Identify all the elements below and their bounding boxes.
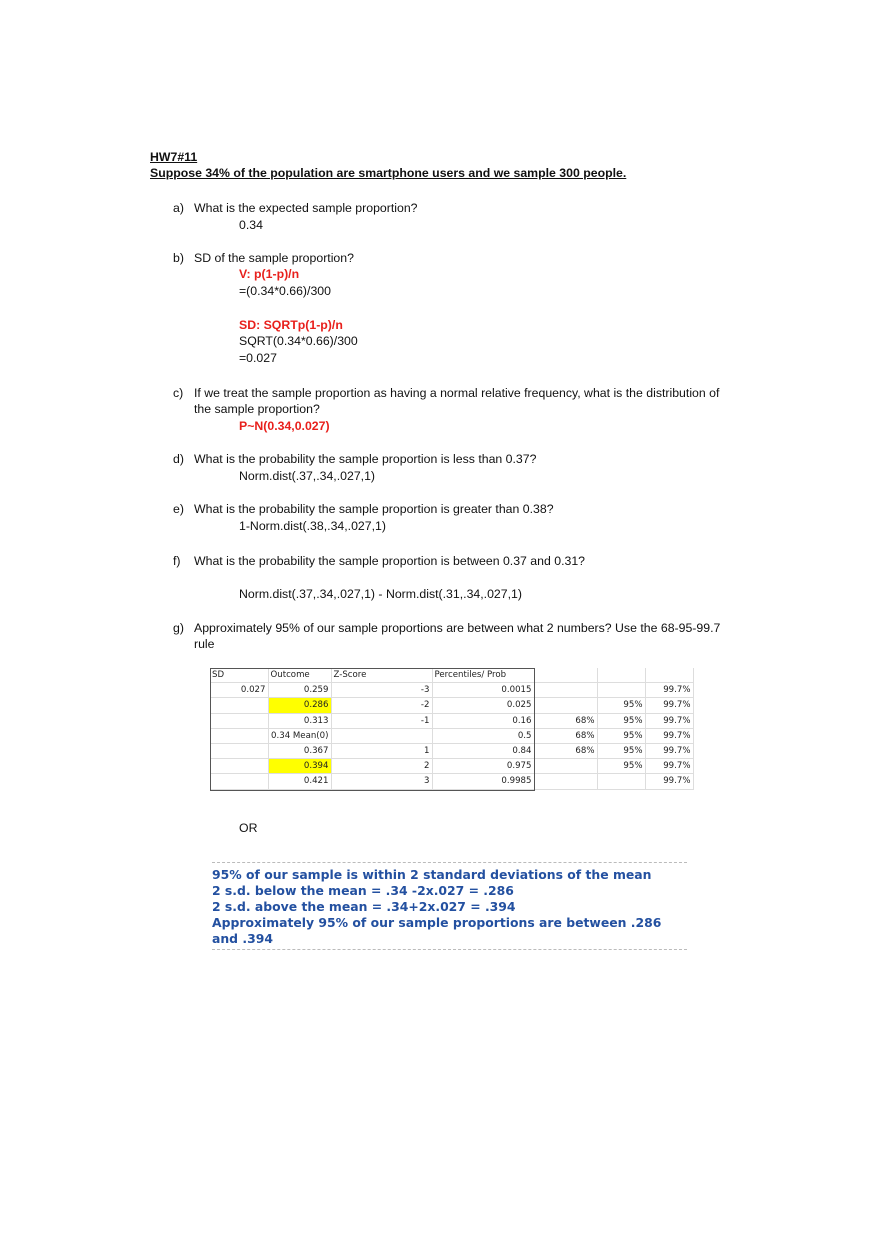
q-c-text: If we treat the sample proportion as having a normal relative frequency, what is the distribution of [194,386,720,400]
table-row [210,759,693,774]
table-header-cell [534,668,597,683]
box-line: and .394 [212,931,273,946]
table-cell: 95% [597,713,645,728]
table-cell: 0.0015 [432,683,534,698]
or-label: OR [239,821,258,835]
q-b-answer: =(0.34*0.66)/300 [239,284,331,298]
table-cell: 68% [534,728,597,743]
table-cell [210,698,268,713]
table-row [210,743,693,758]
q-c-letter: c) [173,386,184,400]
table-cell [534,683,597,698]
q-e-answer: 1-Norm.dist(.38,.34,.027,1) [239,519,386,533]
table-cell: 68% [534,743,597,758]
table-cell: 0.421 [268,774,331,789]
q-d-text: What is the probability the sample proportion is less than 0.37? [194,452,537,466]
table-cell: 0.025 [432,698,534,713]
explanation-box [212,862,687,950]
table-cell: -3 [331,683,432,698]
q-b-variance-formula: V: p(1-p)/n [239,267,300,281]
table-header-cell: SD [210,668,268,683]
table-cell: 0.394 [268,759,331,774]
q-e-text: What is the probability the sample proportion is greater than 0.38? [194,502,554,516]
box-line: 2 s.d. below the mean = .34 -2x.027 = .286 [212,883,514,898]
table-row [210,728,693,743]
table-cell [210,728,268,743]
table-cell [534,759,597,774]
table-header-cell: Z-Score [331,668,432,683]
table-cell: 1 [331,743,432,758]
table-cell: 0.9985 [432,774,534,789]
table-cell: 68% [534,713,597,728]
prompt: Suppose 34% of the population are smartphone users and we sample 300 people. [150,166,627,180]
q-d-answer: Norm.dist(.37,.34,.027,1) [239,469,376,483]
table-row [210,683,693,698]
q-d-letter: d) [173,452,184,466]
title: HW7#11 [150,150,198,164]
table-cell: 99.7% [645,774,693,789]
q-a-text: What is the expected sample proportion? [194,201,418,215]
table-row [210,774,693,789]
q-c-text2: the sample proportion? [194,402,320,416]
table-cell [597,774,645,789]
q-g-text: Approximately 95% of our sample proportions are between what 2 numbers? Use the 68-95-99.7 [194,621,721,635]
table-cell: 99.7% [645,683,693,698]
table-row [210,713,693,728]
table-cell: 0.5 [432,728,534,743]
normal-distribution-table [210,668,694,790]
table-header-cell: Outcome [268,668,331,683]
table-cell: 0.286 [268,698,331,713]
table-cell: 0.367 [268,743,331,758]
table-cell [210,774,268,789]
q-b-sd-formula: SD: SQRTp(1-p)/n [239,318,343,332]
table-cell [534,774,597,789]
table-cell: -1 [331,713,432,728]
table-cell [597,683,645,698]
q-b-answer: =0.027 [239,351,277,365]
table-cell: 0.027 [210,683,268,698]
box-line: 95% of our sample is within 2 standard deviations of the mean [212,867,652,882]
table-cell: 0.259 [268,683,331,698]
table-cell: 95% [597,728,645,743]
table-cell [534,698,597,713]
q-b-letter: b) [173,251,184,265]
q-f-answer: Norm.dist(.37,.34,.027,1) - Norm.dist(.31,.34,.027,1) [239,587,522,601]
table-cell [210,759,268,774]
table-header-cell [645,668,693,683]
table-cell [210,713,268,728]
table-cell: 99.7% [645,743,693,758]
q-b-answer: SQRT(0.34*0.66)/300 [239,334,358,348]
table-cell: 99.7% [645,698,693,713]
box-line: Approximately 95% of our sample proportions are between .286 [212,915,662,930]
q-g-text2: rule [194,637,215,651]
q-e-letter: e) [173,502,184,516]
table-cell: 99.7% [645,728,693,743]
table-header-cell [597,668,645,683]
table-cell: 0.16 [432,713,534,728]
table-cell: 99.7% [645,759,693,774]
table-cell: 0.975 [432,759,534,774]
table-cell: 2 [331,759,432,774]
q-c-answer: P~N(0.34,0.027) [239,419,330,433]
table-header-cell: Percentiles/ Prob [432,668,534,683]
q-f-letter: f) [173,554,181,568]
table-cell: -2 [331,698,432,713]
q-a-answer: 0.34 [239,218,263,232]
q-f-text: What is the probability the sample proportion is between 0.37 and 0.31? [194,554,586,568]
table-cell: 95% [597,759,645,774]
table-cell: 0.34 Mean(0) [268,728,331,743]
table-cell: 0.313 [268,713,331,728]
table-cell: 0.84 [432,743,534,758]
table-header-row [210,668,693,683]
q-a-letter: a) [173,201,184,215]
table-cell: 99.7% [645,713,693,728]
table-cell: 95% [597,698,645,713]
box-line: 2 s.d. above the mean = .34+2x.027 = .394 [212,899,516,914]
table-cell: 3 [331,774,432,789]
q-g-letter: g) [173,621,184,635]
table-cell: 95% [597,743,645,758]
table-cell [210,743,268,758]
q-b-text: SD of the sample proportion? [194,251,354,265]
table-cell [331,728,432,743]
table-row [210,698,693,713]
